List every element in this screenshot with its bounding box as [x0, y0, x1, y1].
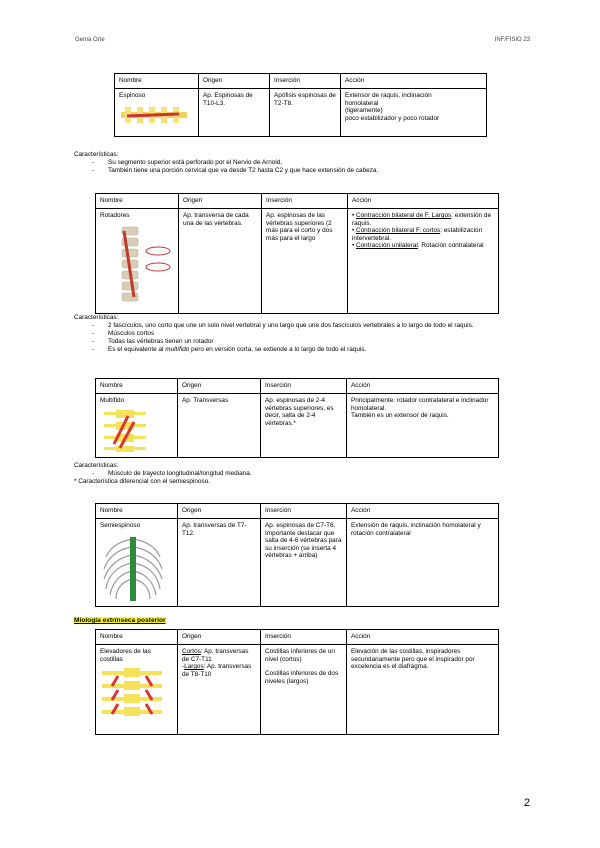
characteristics-3: Características: - Músculo de trayecto longitudinal/longitud mediana. * Característica diferencial con el semiespinoso. — [74, 462, 524, 486]
header-course: INF/FISIO 23 — [494, 37, 530, 43]
col-insercion: Inserción — [270, 74, 341, 89]
cell-name: Espinoso — [115, 89, 199, 137]
cell-action: • Contracción bilateral de F. Largos: extensión de raquis. • Contracción bilateral F. cortos: estabilización intervertebral. • Contracción unilateral: Rotación contralateral — [348, 209, 499, 314]
cell-action: Extensor de raquis, inclinación homolateral (ligeramente) poco estabilizador y poco rotador — [341, 89, 487, 137]
table-rotadores: Nombre Origen Inserción Acción Rotadores Ap. transversa de cada una de las vértebras. Ap. espinosas de las vértebras superiores (2 más para el corto y dos más para el largo • Contracción bilateral de F. Largos: extensión de raquis. • Contracción bilateral F. cortos: estabilización intervertebral. • Contracción unilateral: Rotación contralateral — [95, 193, 499, 314]
table-espinoso — [114, 73, 487, 137]
col-accion: Acción — [341, 74, 487, 89]
cell-name: Elevadores de las costillas — [96, 645, 178, 735]
cell-origin: Cortos: Ap. transversas de C7-T11 -Largos: Ap. transversas de T8-T10 — [178, 645, 261, 735]
cell-insertion: Costillas inferiores de un nivel (cortos) Costillas inferiores de dos niveles (largos) — [261, 645, 347, 735]
ribcage-illustration — [100, 533, 166, 603]
table-elevadores: Nombre Origen Inserción Acción Elevadores de las costillas Cortos: Ap. transversas de C7-T11 -Largos: Ap. transversas de T8-T10 Costillas inferiores de un nivel (cortos) Costillas inferiores de dos niveles (largos) Elevación de las costillas, inspiradores secundariamente pero que el inspirador por excelencia es el diafragma. — [95, 629, 499, 735]
cell-name: Rotadores — [96, 209, 179, 314]
cell-name: Semiespinoso — [96, 519, 178, 607]
characteristics-1: Características: - Su segmento superior está perforado por el Nervio de Arnold. - También tiene una porción cervical que va desde T2 hasta C2 y que hace extensión de cabeza. — [74, 151, 524, 175]
col-origen: Origen — [199, 74, 270, 89]
header-author: Gema Orte — [75, 37, 105, 43]
cell-origin: Ap. Espinosas de T10-L3. — [199, 89, 270, 137]
spine-illustration — [100, 223, 174, 305]
table-semiespinoso: Nombre Origen Inserción Acción Semiespinoso Ap. transversas de T7-T12. Ap. espinosas de C7-T6. Importante destacar que salta de 4-6 vértebras para su inserción (se inserta 4 vértebras + arriba) Extensión de raquis, inclinación homolateral y rotación contralateral — [95, 503, 499, 607]
characteristics-2: Características: - 2 fascículos, uno corto que une un solo nivel vertebral y uno largo que une dos fascículos vertebrales a lo largo de todo el raquis. - Músculos cortos - Todas las vértebras tienen un rotador - Es el equivalente al multífido pero en versión corta, se extiende a lo largo de todo el raquis. — [74, 314, 524, 354]
spine-illustration — [119, 103, 189, 127]
section-title: Miología extrínseca posterior — [74, 617, 166, 624]
cell-name: Multífido — [96, 394, 178, 458]
spine-illustration — [100, 666, 164, 726]
spine-illustration — [100, 408, 150, 454]
table-multifido: Nombre Origen Inserción Acción Multífido Ap. Transversas Ap. espinosas de 2-4 vértebras superiores, es decir, salta de 2-4 vértebras.* Principalmente: rotador contralateral e inclinador homolateral. También es un extensor de raquis. — [95, 378, 499, 458]
col-nombre: Nombre — [115, 74, 199, 89]
cell-insertion: Apófisis espinosas de T2-T8. — [270, 89, 341, 137]
page-number: 2 — [523, 797, 530, 809]
